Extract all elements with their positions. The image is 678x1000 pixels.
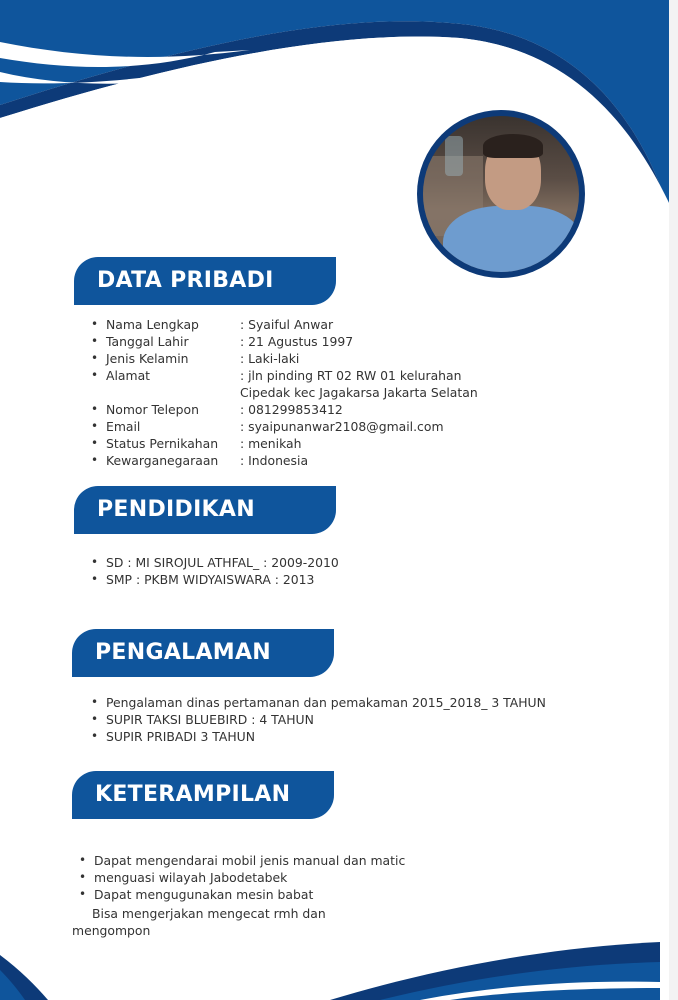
profile-photo-image bbox=[423, 116, 579, 272]
bottom-wave-decoration bbox=[0, 930, 669, 1000]
section-header-personal: DATA PRIBADI bbox=[74, 257, 336, 305]
personal-data-list bbox=[91, 316, 478, 469]
skills-extra-line2: mengompon bbox=[72, 923, 151, 938]
field-phone: • Nomor Telepon : 081299853412 bbox=[91, 402, 343, 417]
experience-item: • Pengalaman dinas pertamanan dan pemakaman 2015_2018_ 3 TAHUN bbox=[91, 695, 546, 710]
education-list bbox=[91, 554, 339, 588]
field-email: • Email : syaipunanwar2108@gmail.com bbox=[91, 419, 444, 434]
experience-item: • SUPIR PRIBADI 3 TAHUN bbox=[91, 729, 256, 744]
education-item: • SMP : PKBM WIDYAISWARA : 2013 bbox=[91, 572, 315, 587]
skill-item: • menguasi wilayah Jabodetabek bbox=[79, 870, 288, 885]
field-birth-date: • Tanggal Lahir : 21 Agustus 1997 bbox=[91, 334, 354, 349]
field-marital-status: • Status Pernikahan : menikah bbox=[91, 436, 302, 451]
experience-item: • SUPIR TAKSI BLUEBIRD : 4 TAHUN bbox=[91, 712, 314, 727]
field-nationality: • Kewarganegaraan : Indonesia bbox=[91, 453, 309, 468]
section-header-experience: PENGALAMAN bbox=[72, 629, 334, 677]
skill-item: • Dapat mengugunakan mesin babat bbox=[79, 887, 314, 902]
profile-photo bbox=[417, 110, 585, 278]
experience-list bbox=[91, 694, 546, 745]
education-item: • SD : MI SIROJUL ATHFAL_ : 2009-2010 bbox=[91, 555, 339, 570]
section-header-education: PENDIDIKAN bbox=[74, 486, 336, 534]
field-address: • Alamat : jln pinding RT 02 RW 01 kelurahan Cipedak kec Jagakarsa Jakarta Selatan bbox=[91, 368, 478, 400]
field-gender: • Jenis Kelamin : Laki-laki bbox=[91, 351, 300, 366]
skills-list bbox=[79, 852, 406, 903]
skill-item: • Dapat mengendarai mobil jenis manual dan matic bbox=[79, 853, 406, 868]
skills-extra-line1: Bisa mengerjakan mengecat rmh dan bbox=[92, 906, 326, 921]
field-full-name: • Nama Lengkap : Syaiful Anwar bbox=[91, 317, 334, 332]
section-header-skills: KETERAMPILAN bbox=[72, 771, 334, 819]
